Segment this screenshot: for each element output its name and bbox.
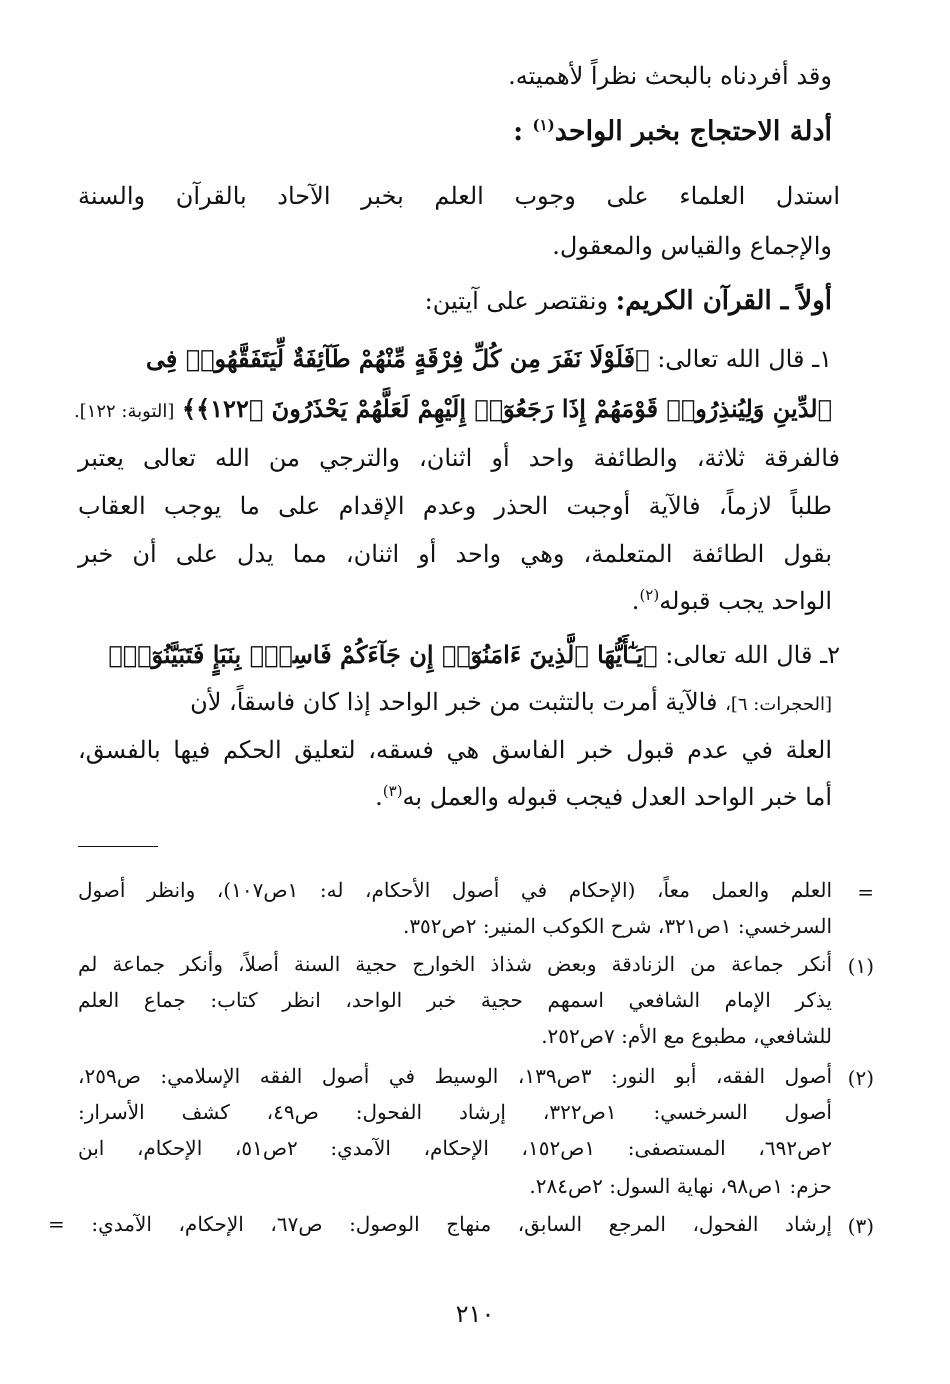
footnote-ref: (٢)	[639, 586, 660, 604]
text-line	[78, 782, 832, 811]
footnote-text: السرخسي: ١ص٣٢١، شرح الكوكب المنير: ٢ص٣٥٢.	[402, 914, 832, 938]
text: ونقتصر على آيتين:	[424, 287, 609, 315]
footnote-line	[78, 914, 832, 938]
footnote-text: أصول السرخسي: ١ص٣٢٢، إرشاد الفحول: ص٤٩، كشف الأسرار:	[78, 1100, 832, 1124]
text: الواحد يجب قبوله	[659, 587, 832, 615]
subheading: أولاً ـ القرآن الكريم:	[615, 286, 832, 316]
text-line	[78, 182, 840, 210]
period: .	[631, 587, 640, 615]
text-line	[78, 444, 840, 472]
text-line	[78, 62, 832, 90]
text: والإجماع والقياس والمعقول.	[552, 232, 832, 260]
text-line	[78, 586, 832, 615]
quran-verse: ٱلدِّينِ وَلِيُنذِرُوا۟ قَوْمَهُمْ إِذَا رَجَعُوٓا۟ إِلَيْهِمْ لَعَلَّهُمْ يَحْذَرُونَ ﴿١٢٢﴾﴾	[182, 394, 832, 423]
quran-verse: ﴿يَـٰٓأَيُّهَا ٱلَّذِينَ ءَامَنُوٓا۟ إِن جَآءَكُمْ فَاسِقٌۢ بِنَبَإٍ فَتَبَيَّنُوٓا۟﴾	[108, 640, 658, 669]
footnote-number: (٢)	[847, 1066, 874, 1090]
continuation-marker: =	[857, 880, 874, 904]
footnote-line	[78, 1174, 832, 1198]
footnote-number: (١)	[847, 954, 874, 978]
footnote-line	[78, 878, 832, 902]
verse-intro: ١ـ قال الله تعالى:	[657, 345, 832, 373]
footnote-text: ٢ص٦٩٢، المستصفى: ١ص١٥٢، الإحكام، الآمدي: ٢ص٥١، الإحكام، ابن	[78, 1136, 832, 1160]
text: أما خبر الواحد العدل فيجب قبوله والعمل به	[402, 783, 832, 811]
text: العلة في عدم قبول خبر الفاسق هي فسقه، لتعليق الحكم فيها بالفسق،	[78, 736, 832, 764]
text: استدل العلماء على وجوب العلم بخبر الآحاد بالقرآن والسنة	[78, 182, 840, 210]
verse-reference: [الحجرات: ٦]،	[725, 694, 832, 715]
footnote-line	[78, 952, 832, 976]
footnote-line	[78, 1100, 832, 1124]
footnote-text: العلم والعمل معاً، (الإحكام في أصول الأحكام، له: ١ص١٠٧)، وانظر أصول	[78, 878, 832, 902]
footnote-text: أصول الفقه، أبو النور: ٣ص١٣٩، الوسيط في أصول الفقه الإسلامي: ص٢٥٩،	[78, 1064, 832, 1088]
footnote-ref: (٣)	[382, 782, 403, 800]
page-number: ٢١٠	[455, 1300, 495, 1328]
footnote-ref: (١)	[532, 116, 555, 134]
section-heading	[78, 116, 832, 147]
quran-verse: ﴿فَلَوْلَا نَفَرَ مِن كُلِّ فِرْقَةٍ مِّنْهُمْ طَآئِفَةٌ لِّيَتَفَقَّهُوا۟ فِى	[145, 344, 650, 373]
text-line	[78, 736, 832, 764]
footnote-line	[78, 1024, 832, 1048]
heading-text: أدلة الاحتجاج بخبر الواحد	[554, 116, 832, 147]
verse-line	[73, 394, 832, 423]
text-line	[78, 492, 832, 520]
text-line	[78, 232, 832, 260]
text-line	[78, 540, 832, 568]
footnote-text: حزم: ١ص٩٨، نهاية السول: ٢ص٢٨٤.	[529, 1174, 832, 1198]
verse-reference: [التوبة: ١٢٢].	[73, 401, 175, 422]
subheading-line	[78, 286, 832, 316]
verse-line	[78, 344, 832, 373]
footnote-text: أنكر جماعة من الزنادقة وبعض شذاذ الخوارج حجية السنة أصلاً، وأنكر جماعة لم	[78, 952, 832, 976]
footnote-text: إرشاد الفحول، المرجع السابق، منهاج الوصول: ص٦٧، الإحكام، الآمدي: =	[48, 1212, 833, 1236]
text-line	[78, 688, 832, 716]
page	[48, 0, 874, 1384]
text: طلباً لازماً، فالآية أوجبت الحذر وعدم الإقدام على ما يوجب العقاب	[78, 492, 832, 520]
footnote-line	[78, 1136, 832, 1160]
verse-intro: ٢ـ قال الله تعالى:	[665, 641, 840, 669]
footnote-text: للشافعي، مطبوع مع الأم: ٧ص٢٥٢.	[541, 1024, 832, 1048]
footnote-line	[78, 1064, 832, 1088]
footnote-line	[48, 1212, 832, 1236]
period: .	[375, 783, 383, 811]
footnote-text: يذكر الإمام الشافعي اسمهم حجية خبر الواحد، انظر كتاب: جماع العلم	[78, 988, 832, 1012]
footnote-separator	[78, 846, 158, 847]
text: فالفرقة ثلاثة، والطائفة واحد أو اثنان، والترجي من الله تعالى يعتبر	[78, 444, 840, 472]
footnote-line	[78, 988, 832, 1012]
text: وقد أفردناه بالبحث نظراً لأهميته.	[508, 62, 832, 90]
text: بقول الطائفة المتعلمة، وهي واحد أو اثنان، مما يدل على أن خبر	[78, 540, 832, 568]
footnote-number: (٣)	[847, 1214, 874, 1238]
text: فالآية أمرت بالتثبت من خبر الواحد إذا كان فاسقاً، لأن	[190, 688, 718, 716]
heading-colon: :	[513, 116, 524, 147]
verse-line	[78, 640, 840, 669]
